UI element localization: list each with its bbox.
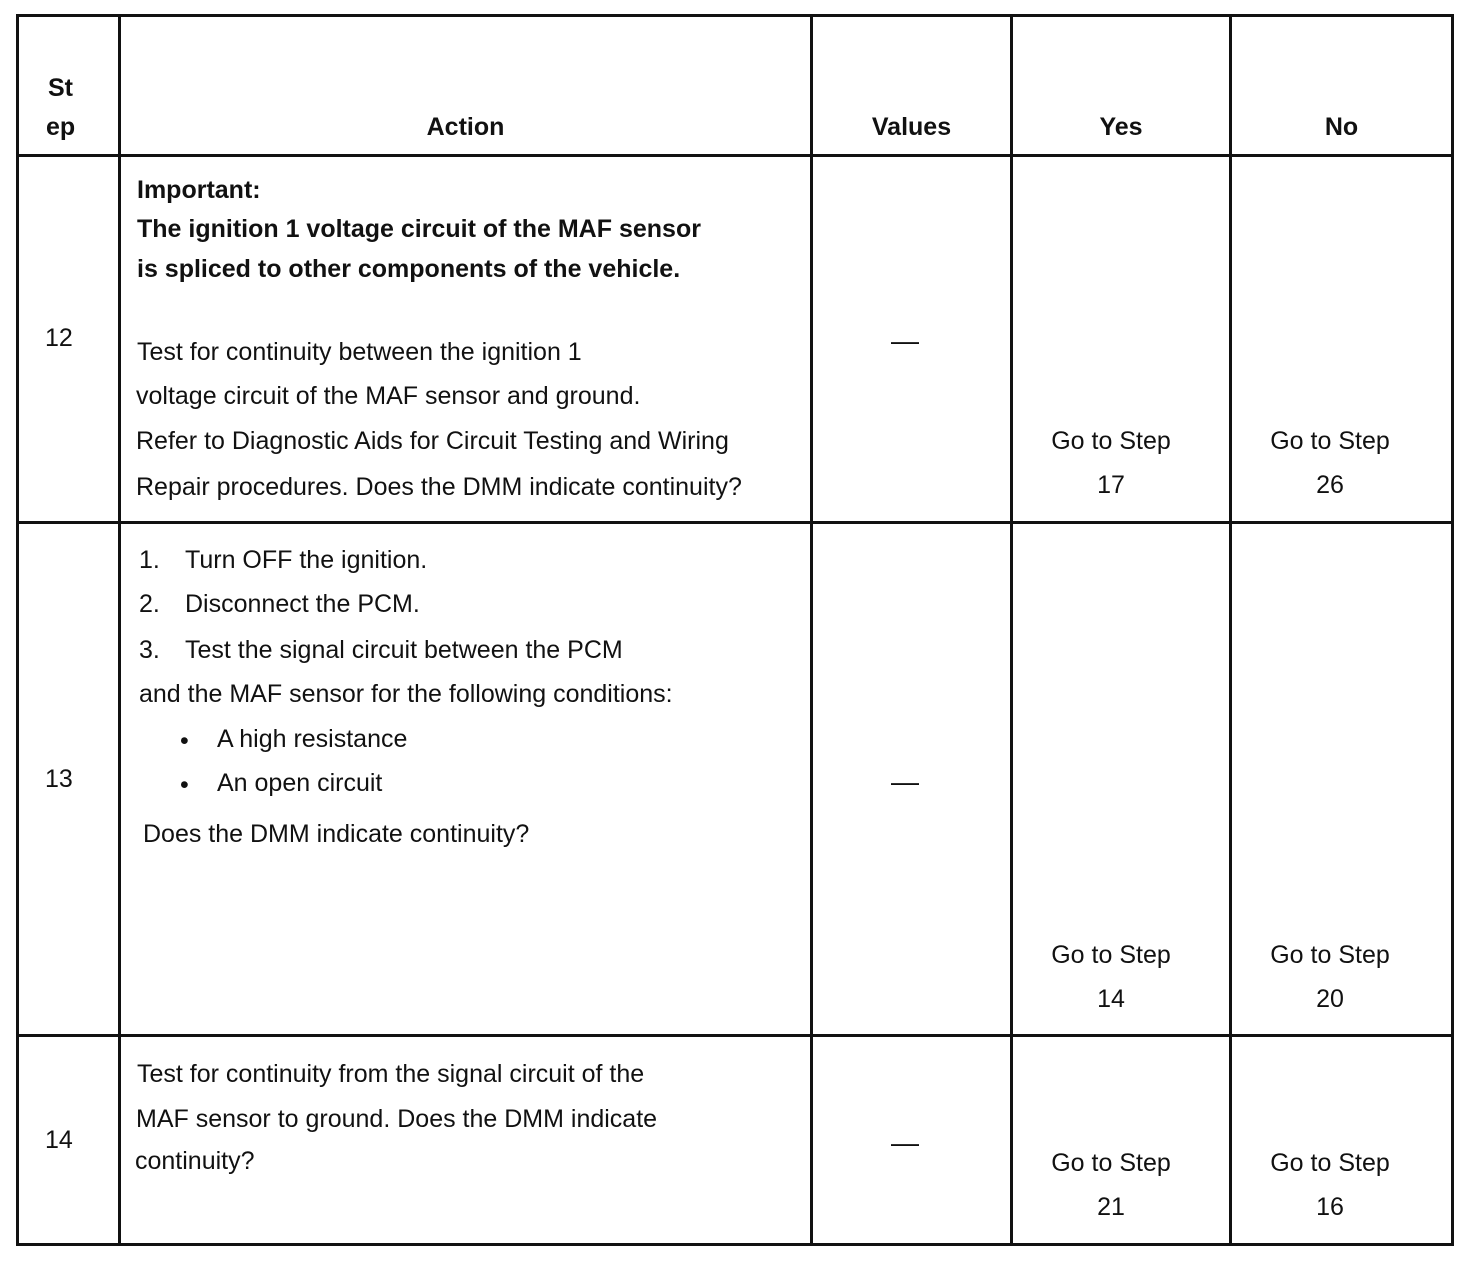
row-12-no-step: 26: [1316, 471, 1344, 499]
row-12-values-dash: —: [891, 325, 919, 356]
row-14-no-goto: [1222, 1141, 1438, 1229]
row-14-yes-goto: [1003, 1141, 1219, 1229]
header-yes: Yes: [1099, 113, 1143, 141]
table-row-divider-13: [16, 1034, 1454, 1037]
table-values-divider: [1010, 14, 1013, 1246]
header-step-line1: St: [48, 74, 73, 102]
row-14-action-line-3: continuity?: [135, 1147, 255, 1175]
row-13-item-3-number: 3.: [139, 636, 160, 664]
bullet-open-circuit: An open circuit: [217, 769, 383, 797]
bullet-open-circuit-marker: •: [180, 771, 189, 799]
table-action-divider: [810, 14, 813, 1246]
table-border-bottom: [16, 1243, 1454, 1246]
header-values: Values: [871, 113, 952, 141]
row-13-item-3-continuation: and the MAF sensor for the following conditions:: [139, 680, 673, 708]
row-12-action-line-1: Test for continuity between the ignition 1: [137, 338, 582, 366]
table-row-divider-12: [16, 521, 1454, 524]
row-13-question: Does the DMM indicate continuity?: [143, 820, 530, 848]
row-13-item-2-text: Disconnect the PCM.: [185, 590, 420, 618]
row-12-yes-step: 17: [1097, 471, 1125, 499]
row-13-yes-step: 14: [1097, 985, 1125, 1013]
important-line-2: is spliced to other components of the vehicle.: [137, 255, 681, 283]
table-border-left: [16, 14, 19, 1246]
step-number-12: 12: [45, 324, 73, 352]
row-13-values-dash: —: [891, 766, 919, 797]
important-title: Important:: [137, 176, 261, 204]
row-13-item-2-number: 2.: [139, 590, 160, 618]
step-number-13: 13: [45, 765, 73, 793]
row-14-values-dash: —: [891, 1127, 919, 1158]
row-13-no-goto: [1222, 933, 1438, 1021]
header-no: No: [1324, 113, 1359, 141]
row-14-yes-step: 21: [1097, 1193, 1125, 1221]
row-12-action-line-4: Repair procedures. Does the DMM indicate continuity?: [136, 473, 742, 501]
row-14-action-line-2: MAF sensor to ground. Does the DMM indicate: [136, 1105, 658, 1133]
header-step-line2: ep: [46, 113, 76, 141]
row-14-yes-label: Go to Step: [1051, 1149, 1171, 1177]
row-13-no-step: 20: [1316, 985, 1344, 1013]
important-line-1: The ignition 1 voltage circuit of the MAF sensor: [137, 215, 701, 243]
table-border-top: [16, 14, 1454, 17]
row-14-no-label: Go to Step: [1270, 1149, 1390, 1177]
row-13-yes-label: Go to Step: [1051, 941, 1171, 969]
bullet-high-resistance: A high resistance: [217, 725, 408, 753]
row-12-action-line-2: voltage circuit of the MAF sensor and ground.: [136, 382, 641, 410]
row-13-yes-goto: [1003, 933, 1219, 1021]
row-14-no-step: 16: [1316, 1193, 1344, 1221]
table-header-divider: [16, 154, 1454, 157]
row-14-action-line-1: Test for continuity from the signal circuit of the: [137, 1060, 645, 1088]
row-13-item-3-text: Test the signal circuit between the PCM: [185, 636, 623, 664]
bullet-high-resistance-marker: •: [180, 727, 189, 755]
row-13-no-label: Go to Step: [1270, 941, 1390, 969]
row-12-yes-label: Go to Step: [1051, 427, 1171, 455]
row-12-no-goto: [1222, 419, 1438, 507]
row-12-action-line-3: Refer to Diagnostic Aids for Circuit Testing and Wiring: [136, 427, 729, 455]
row-13-item-1-text: Turn OFF the ignition.: [185, 546, 428, 574]
table-yes-divider: [1229, 14, 1232, 1246]
table-step-divider: [118, 14, 121, 1246]
step-number-14: 14: [45, 1126, 73, 1154]
row-12-no-label: Go to Step: [1270, 427, 1390, 455]
header-action: Action: [426, 113, 505, 141]
row-13-item-1-number: 1.: [139, 546, 160, 574]
row-12-yes-goto: [1003, 419, 1219, 507]
table-border-right: [1451, 14, 1454, 1246]
